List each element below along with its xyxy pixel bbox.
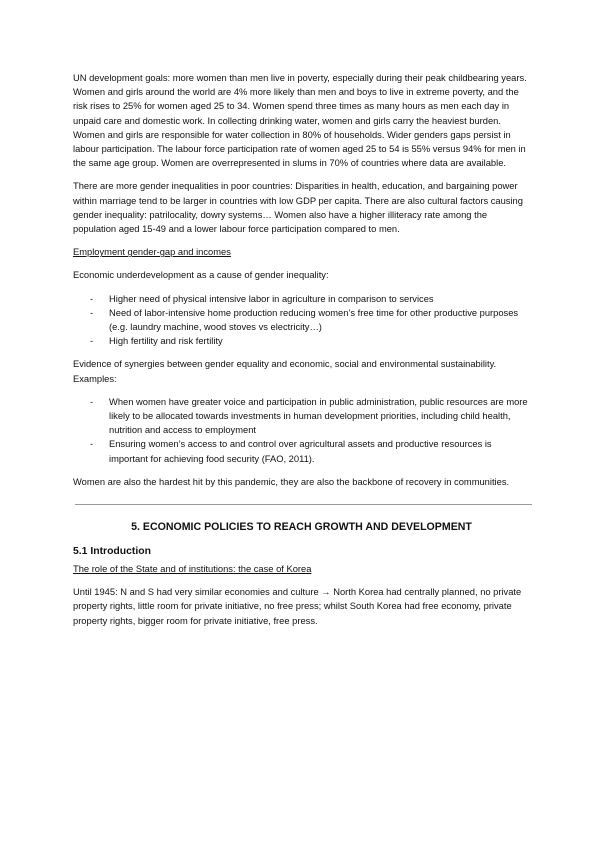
poverty-paragraph: UN development goals: more women than men live in poverty, especially during their peak childbearing years. Women and girls around the world are 4% more likely than men and boys to live in extreme poverty, and the risk rises to 25% for women aged 25 to 34. Women spend three times as many hours as men each day in unpaid care and domestic work. In collecting drinking water, women and girls carry the heaviest burden. Women and girls are responsible for water collection in 80% of households. Wider genders gaps persist in labour participation. The labour force participation rate of women aged 25 to 54 is 55% versus 94% for men in the same age group. Women are overrepresented in slums in 70% of countries where data are available. — [73, 73, 527, 169]
subsection-title: 5.1 Introduction — [73, 546, 151, 558]
gender-inequalities-paragraph: There are more gender inequalities in poor countries: Disparities in health, education, and bargaining power within marriage tend to be larger in countries with low GDP per capita. There are also cultural factors causing gender inequality: patrilocality, dowry systems… Women also have a higher illiteracy rate among the population aged 15-49 and a lower labour force participation compared to men. — [73, 181, 523, 235]
underdevelopment-list — [73, 292, 530, 349]
synergies-intro: Evidence of synergies between gender equality and economic, social and environmental sustainability. Examples: — [73, 359, 497, 384]
section-divider — [75, 504, 532, 505]
list-item: - Ensuring women’s access to and control over agricultural assets and productive resources is important for achieving food security (FAO, 2011). — [109, 437, 530, 465]
employment-heading: Employment gender-gap and incomes — [73, 247, 231, 258]
section-title: 5. ECONOMIC POLICIES TO REACH GROWTH AND DEVELOPMENT — [131, 521, 472, 534]
list-item: - Need of labor-intensive home production reducing women’s free time for other productive purposes (e.g. laundry machine, wood stoves vs electricity…) — [109, 306, 530, 334]
pandemic-paragraph: Women are also the hardest hit by this pandemic, they are also the backbone of recovery in communities. — [73, 476, 510, 487]
underdevelopment-intro: Economic underdevelopment as a cause of gender inequality: — [73, 270, 329, 281]
list-item: - High fertility and risk fertility — [109, 334, 530, 348]
korea-paragraph: Until 1945: N and S had very similar economies and culture → North Korea had centrally planned, no private property rights, little room for private initiative, no free press; whilst South Korea had free economy, private property rights, bigger room for private initiative, free press. — [73, 587, 522, 626]
list-item: - When women have greater voice and participation in public administration, public resources are more likely to be allocated towards investments in human development priorities, including child health, nutrition and access to employment — [109, 395, 530, 438]
synergies-list — [73, 395, 530, 466]
korea-heading: The role of the State and of institutions: the case of Korea — [73, 564, 312, 575]
list-item: - Higher need of physical intensive labor in agriculture in comparison to services — [109, 292, 530, 306]
